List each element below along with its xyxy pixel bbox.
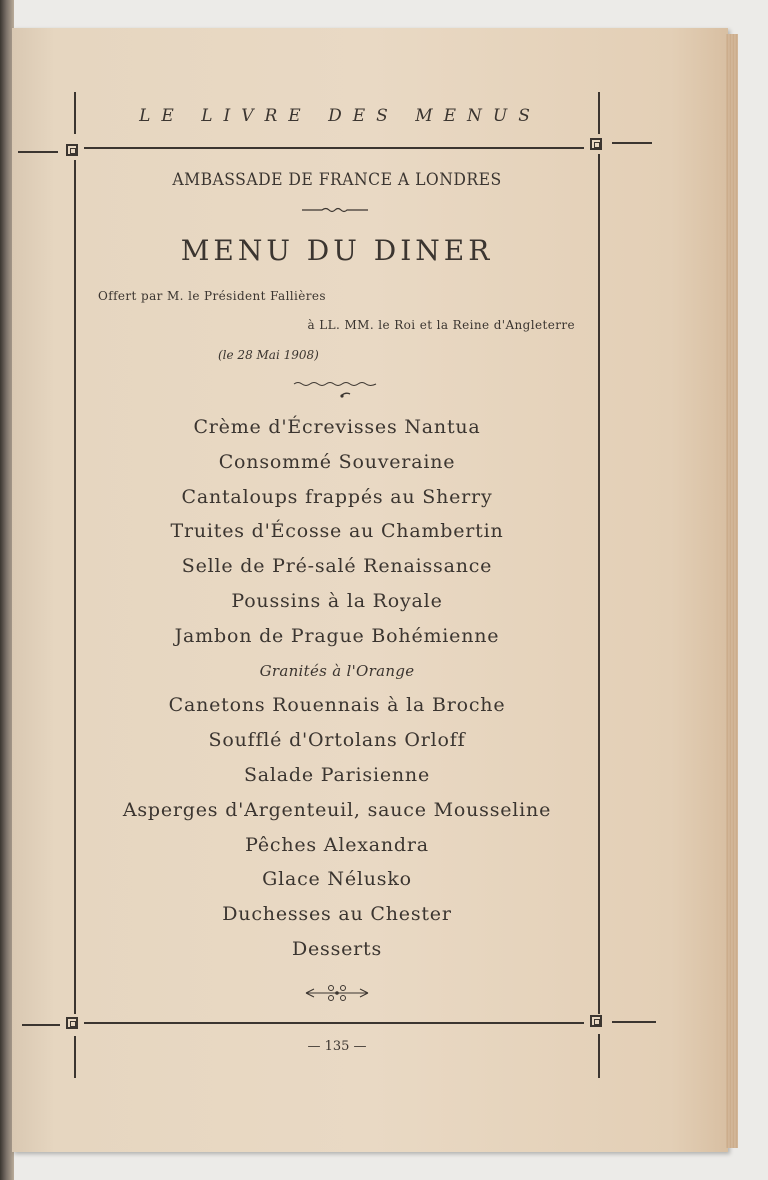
running-head: LE LIVRE DES MENUS — [139, 106, 541, 126]
frame-corner-ornament — [590, 138, 602, 150]
frame-line — [598, 154, 600, 1014]
course-item: Soufflé d'Ortolans Orloff — [208, 729, 466, 752]
tailpiece-ornament — [302, 982, 372, 1004]
page-number: — 135 — — [307, 1039, 367, 1054]
embassy-heading: AMBASSADE DE FRANCE A LONDRES — [172, 170, 502, 190]
ornamental-rule — [292, 378, 380, 402]
course-item: Canetons Rouennais à la Broche — [168, 694, 506, 717]
course-item: Crème d'Écrevisses Nantua — [193, 416, 481, 438]
frame-line — [612, 1021, 656, 1023]
course-item-intermezzo: Granités à l'Orange — [259, 661, 415, 680]
course-item: Pêches Alexandra — [245, 833, 429, 856]
course-item: Cantaloups frappés au Sherry — [181, 485, 493, 508]
frame-line — [22, 1024, 60, 1026]
course-item: Jambon de Prague Bohémienne — [174, 624, 500, 647]
offered-by-line: Offert par M. le Président Fallières — [98, 289, 326, 303]
dinner-date: (le 28 Mai 1908) — [218, 348, 319, 362]
page-edges — [726, 34, 738, 1148]
course-item: Desserts — [291, 937, 383, 960]
course-item: Glace Nélusko — [262, 868, 412, 891]
frame-line — [598, 92, 600, 134]
course-item: Consommé Souveraine — [218, 450, 456, 473]
frame-line — [84, 1022, 584, 1024]
frame-line — [598, 1034, 600, 1078]
frame-line — [74, 92, 76, 134]
course-list — [76, 410, 598, 967]
menu-title: MENU DU DINER — [180, 234, 494, 267]
course-item: Salade Parisienne — [243, 763, 430, 786]
ornamental-rule — [300, 205, 370, 215]
frame-corner-ornament — [66, 1017, 78, 1029]
course-item: Selle de Pré-salé Renaissance — [181, 555, 493, 578]
course-item: Poussins à la Royale — [231, 589, 443, 612]
course-item: Asperges d'Argenteuil, sauce Mousseline — [122, 798, 552, 821]
frame-corner-ornament — [590, 1015, 602, 1027]
recipients-line: à LL. MM. le Roi et la Reine d'Angleterre — [307, 318, 575, 332]
frame-line — [18, 151, 58, 153]
frame-corner-ornament — [66, 144, 78, 156]
frame-line — [84, 147, 584, 149]
course-item: Truites d'Écosse au Chambertin — [170, 520, 504, 543]
course-item: Duchesses au Chester — [222, 903, 452, 926]
frame-line — [612, 142, 652, 144]
